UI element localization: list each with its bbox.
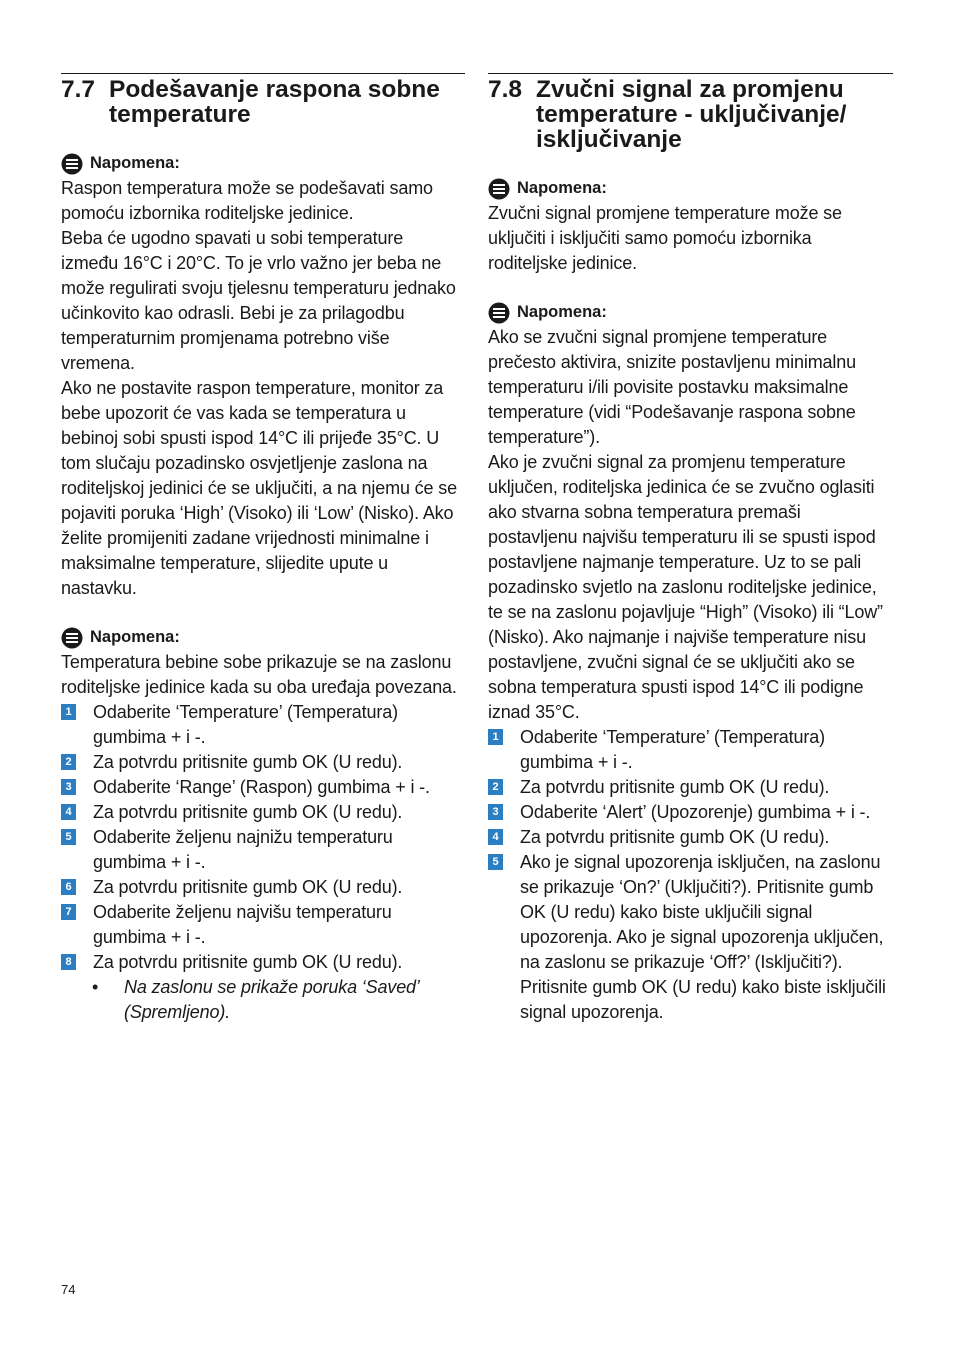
step-item bbox=[488, 725, 893, 775]
note-label: Napomena: bbox=[90, 628, 180, 646]
step-text: Za potvrdu pritisnite gumb OK (U redu). bbox=[93, 752, 403, 772]
section-heading bbox=[61, 77, 465, 127]
step-item bbox=[61, 700, 465, 750]
step-number-badge: 1 bbox=[488, 729, 503, 745]
step-text: Odaberite željenu najvišu temperaturu gumbima + i -. bbox=[93, 902, 392, 947]
section-rule bbox=[488, 73, 893, 74]
step-item bbox=[488, 825, 893, 850]
step-text: Ako je signal upozorenja isključen, na zaslonu se prikazuje ‘On?’ (Uključiti?). Pritisnite gumb OK (U redu) kako biste uključili signal upozorenja. Ako je signal upozorenja uključen, na zaslonu se prikazuje ‘Off?’ (Isključiti?). Pritisnite gumb OK (U redu) kako biste isključili signal upozorenja. bbox=[520, 852, 886, 1022]
step-number-badge: 1 bbox=[61, 704, 76, 720]
note-icon bbox=[488, 178, 510, 200]
step-number-badge: 6 bbox=[61, 879, 76, 895]
step-text: Za potvrdu pritisnite gumb OK (U redu). bbox=[520, 777, 830, 797]
step-text: Odaberite željenu najnižu temperaturu gumbima + i -. bbox=[93, 827, 393, 872]
result-bullet-item bbox=[92, 975, 465, 1025]
note-icon bbox=[61, 627, 83, 649]
note-label: Napomena: bbox=[90, 154, 180, 172]
step-text: Za potvrdu pritisnite gumb OK (U redu). bbox=[93, 952, 403, 972]
step-item bbox=[488, 775, 893, 800]
section-title: Zvučni signal za promjenu temperature - uključivanje/ isključivanje bbox=[536, 76, 847, 153]
bullet-marker: • bbox=[92, 977, 99, 997]
step-item bbox=[61, 750, 465, 775]
step-item bbox=[61, 875, 465, 900]
section-7-7 bbox=[61, 73, 465, 1025]
step-number-badge: 7 bbox=[61, 904, 76, 920]
note-heading bbox=[488, 176, 893, 201]
note-paragraph: Ako je zvučni signal za promjenu temperature uključen, roditeljska jedinica će se zvučno oglasiti ako stvarna sobna temperatura premaši postavljenu najvišu temperaturu ili se spusti ispod postavljene najmanje temperature. Uz to se pali pozadinsko svjetlo na zaslonu roditeljske jedinice, te se na zaslonu pojavljuje “High” (Visoko) ili “Low” (Nisko). Ako najmanje i najviše temperature nisu postavljene, zvučni signal će se uključiti ako se sobna temperatura spusti ispod 14°C ili podigne iznad 35°C. bbox=[488, 452, 883, 722]
step-number-badge: 2 bbox=[61, 754, 76, 770]
step-text: Odaberite ‘Range’ (Raspon) gumbima + i -. bbox=[93, 777, 430, 797]
step-item bbox=[488, 800, 893, 825]
section-number: 7.7 bbox=[61, 76, 96, 103]
step-number-badge: 4 bbox=[488, 829, 503, 845]
note-paragraph: Ako ne postavite raspon temperature, monitor za bebe upozorit će vas kada se temperatura u bebinoj sobi spusti ispod 14°C ili prijeđe 35°C. U tom slučaju pozadinsko osvjetljenje zaslona na roditeljskoj jedinici će se uključiti, a na njemu će se pojaviti poruka ‘High’ (Visoko) ili ‘Low’ (Nisko). Ako želite promijeniti zadane vrijednosti minimalne i maksimalne temperature, slijedite upute u nastavku. bbox=[61, 378, 457, 598]
step-text: Za potvrdu pritisnite gumb OK (U redu). bbox=[520, 827, 830, 847]
step-text: Odaberite ‘Temperature’ (Temperatura) gumbima + i -. bbox=[520, 727, 825, 772]
note-paragraph: Temperatura bebine sobe prikazuje se na zaslonu roditeljske jedinice kada su oba uređaja povezana. bbox=[61, 652, 457, 697]
result-text: Na zaslonu se prikaže poruka ‘Saved’ (Spremljeno). bbox=[124, 977, 419, 1022]
note-label: Napomena: bbox=[517, 303, 607, 321]
step-number-badge: 2 bbox=[488, 779, 503, 795]
note-paragraph: Ako se zvučni signal promjene temperature prečesto aktivira, snizite postavljenu minimalnu temperaturu i/ili povisite postavku maksimalne temperature (vidi “Podešavanje raspona sobne temperature”). bbox=[488, 327, 856, 447]
note-heading bbox=[61, 151, 465, 176]
section-title: Podešavanje raspona sobne temperature bbox=[109, 76, 440, 128]
section-number: 7.8 bbox=[488, 76, 523, 103]
step-number-badge: 5 bbox=[488, 854, 503, 870]
step-text: Za potvrdu pritisnite gumb OK (U redu). bbox=[93, 877, 403, 897]
step-number-badge: 8 bbox=[61, 954, 76, 970]
step-item bbox=[61, 775, 465, 800]
step-text: Odaberite ‘Alert’ (Upozorenje) gumbima + i -. bbox=[520, 802, 871, 822]
step-item bbox=[61, 950, 465, 975]
note-paragraph: Raspon temperatura može se podešavati samo pomoću izbornika roditeljske jedinice. bbox=[61, 178, 433, 223]
note-heading bbox=[61, 625, 465, 650]
step-item bbox=[488, 850, 893, 1025]
step-number-badge: 3 bbox=[488, 804, 503, 820]
note-icon bbox=[488, 302, 510, 324]
section-heading bbox=[488, 77, 893, 152]
step-text: Za potvrdu pritisnite gumb OK (U redu). bbox=[93, 802, 403, 822]
step-item bbox=[61, 900, 465, 950]
note-heading bbox=[488, 300, 893, 325]
note-paragraph: Beba će ugodno spavati u sobi temperature između 16°C i 20°C. To je vrlo važno jer beba ne može regulirati svoju tjelesnu temperaturu jednako učinkovito kao odrasli. Bebi je za prilagodbu temperaturnim promjenama potrebno više vremena. bbox=[61, 228, 456, 373]
section-rule bbox=[61, 73, 465, 74]
note-label: Napomena: bbox=[517, 179, 607, 197]
step-number-badge: 4 bbox=[61, 804, 76, 820]
step-number-badge: 3 bbox=[61, 779, 76, 795]
step-text: Odaberite ‘Temperature’ (Temperatura) gumbima + i -. bbox=[93, 702, 398, 747]
step-item bbox=[61, 825, 465, 875]
step-number-badge: 5 bbox=[61, 829, 76, 845]
section-7-8 bbox=[488, 73, 893, 1025]
step-item bbox=[61, 800, 465, 825]
page-number: 74 bbox=[61, 1282, 76, 1297]
note-paragraph: Zvučni signal promjene temperature može se uključiti i isključiti samo pomoću izbornika roditeljske jedinice. bbox=[488, 203, 842, 273]
note-icon bbox=[61, 153, 83, 175]
